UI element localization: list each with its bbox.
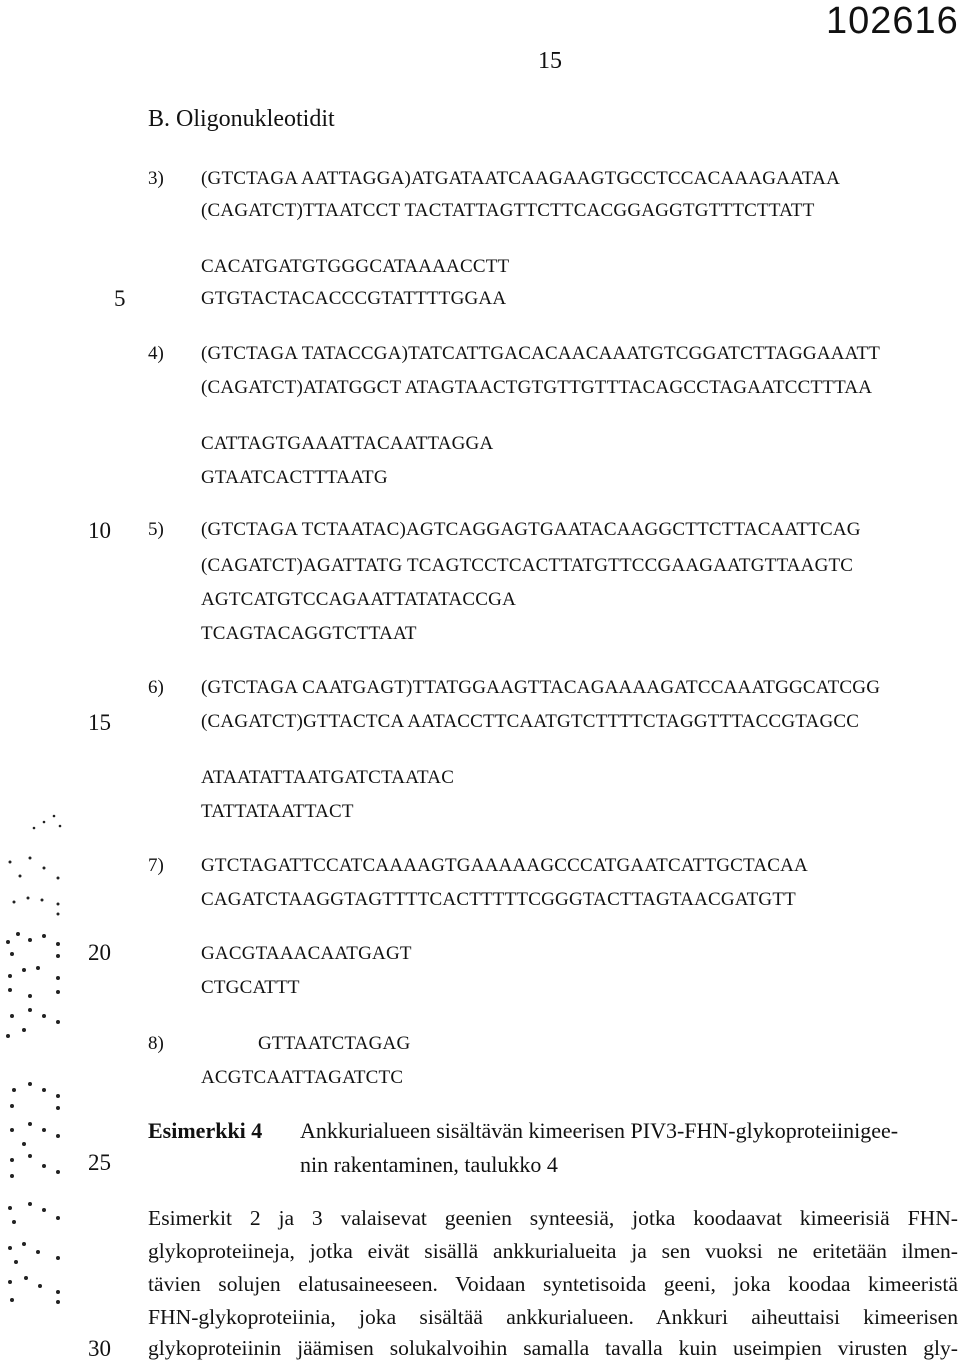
sequence-line: GTAATCACTTTAATG bbox=[201, 467, 388, 488]
sequence-line: GTGTACTACACCCGTATTTTGGAA bbox=[201, 288, 507, 309]
sequence-line: CTGCATTT bbox=[201, 977, 300, 998]
line-number-10: 10 bbox=[88, 518, 111, 543]
document-number: 102616 bbox=[826, 0, 959, 42]
page-number: 15 bbox=[538, 48, 562, 74]
oligo-label: 3) bbox=[148, 168, 164, 189]
sequence-line: GTCTAGATTCCATCAAAAGTGAAAAAGCCCATGAATCATTGCTACAA bbox=[201, 855, 808, 876]
sequence-line: CATTAGTGAAATTACAATTAGGA bbox=[201, 433, 494, 454]
line-number-20: 20 bbox=[88, 940, 111, 965]
example-title-line: Ankkurialueen sisältävän kimeerisen PIV3-FHN-glykoproteiinigee- bbox=[300, 1118, 899, 1143]
oligo-label: 8) bbox=[148, 1033, 164, 1054]
sequence-line: (CAGATCT)GTTACTCA AATACCTTCAATGTCTTTTCTAGGTTTACCGTAGCC bbox=[201, 711, 860, 732]
sequence-line: (GTCTAGA TCTAATAC)AGTCAGGAGTGAATACAAGGCTTCTTACAATTCAG bbox=[201, 519, 861, 540]
oligo-label: 6) bbox=[148, 677, 164, 698]
margin-dot-marks bbox=[0, 0, 120, 1364]
line-number-30: 30 bbox=[88, 1336, 111, 1361]
paragraph-line: tävien solujen elatusaineeseen. Voidaan syntetisoida geeni, joka koodaa kimeeristä bbox=[148, 1272, 958, 1296]
sequence-line: TCAGTACAGGTCTTAAT bbox=[201, 623, 417, 644]
sequence-line: CACATGATGTGGGCATAAAACCTT bbox=[201, 256, 510, 277]
example-label: Esimerkki 4 bbox=[148, 1118, 263, 1143]
sequence-line: ATAATATTAATGATCTAATAC bbox=[201, 767, 455, 788]
sequence-line: GACGTAAACAATGAGT bbox=[201, 943, 412, 964]
paragraph-line: FHN-glykoproteiinia, joka sisältää ankkurialueen. Ankkuri aiheuttaisi kimeerisen bbox=[148, 1305, 958, 1329]
line-number-5: 5 bbox=[114, 286, 126, 311]
paragraph-line: Esimerkit 2 ja 3 valaisevat geenien synteesiä, jotka koodaavat kimeerisiä FHN- bbox=[148, 1206, 958, 1230]
example-title-line: nin rakentaminen, taulukko 4 bbox=[300, 1152, 558, 1177]
oligo-label: 5) bbox=[148, 519, 164, 540]
sequence-line: CAGATCTAAGGTAGTTTTCACTTTTTCGGGTACTTAGTAACGATGTT bbox=[201, 889, 796, 910]
oligo-label: 4) bbox=[148, 343, 164, 364]
sequence-line: (GTCTAGA CAATGAGT)TTATGGAAGTTACAGAAAAGATCCAAATGGCATCGG bbox=[201, 677, 881, 698]
line-number-15: 15 bbox=[88, 710, 111, 735]
sequence-line: (GTCTAGA AATTAGGA)ATGATAATCAAGAAGTGCCTCCACAAAGAATAA bbox=[201, 168, 841, 189]
sequence-line: (GTCTAGA TATACCGA)TATCATTGACACAACAAATGTCGGATCTTAGGAAATT bbox=[201, 343, 881, 364]
sequence-line: ACGTCAATTAGATCTC bbox=[201, 1067, 404, 1088]
oligo-label: 7) bbox=[148, 855, 164, 876]
sequence-line: (CAGATCT)AGATTATG TCAGTCCTCACTTATGTTCCGAAGAATGTTAAGTC bbox=[201, 555, 854, 576]
sequence-line: (CAGATCT)TTAATCCT TACTATTAGTTCTTCACGGAGGTGTTTCTTATT bbox=[201, 200, 815, 221]
paragraph-line: glykoproteiineja, jotka eivät sisällä ankkurialueita ja sen vuoksi ne eritetään ilmen- bbox=[148, 1239, 958, 1263]
section-heading: B. Oligonukleotidit bbox=[148, 106, 335, 132]
paragraph-line: glykoproteiinin jäämisen solukalvoihin samalla tavalla kuin useimpien virusten gly- bbox=[148, 1336, 958, 1360]
sequence-line: GTTAATCTAGAG bbox=[258, 1033, 411, 1054]
sequence-line: TATTATAATTACT bbox=[201, 801, 354, 822]
line-number-25: 25 bbox=[88, 1150, 111, 1175]
sequence-line: (CAGATCT)ATATGGCT ATAGTAACTGTGTTGTTTACAGCCTAGAATCCTTTAA bbox=[201, 377, 873, 398]
sequence-line: AGTCATGTCCAGAATTATATACCGA bbox=[201, 589, 516, 610]
